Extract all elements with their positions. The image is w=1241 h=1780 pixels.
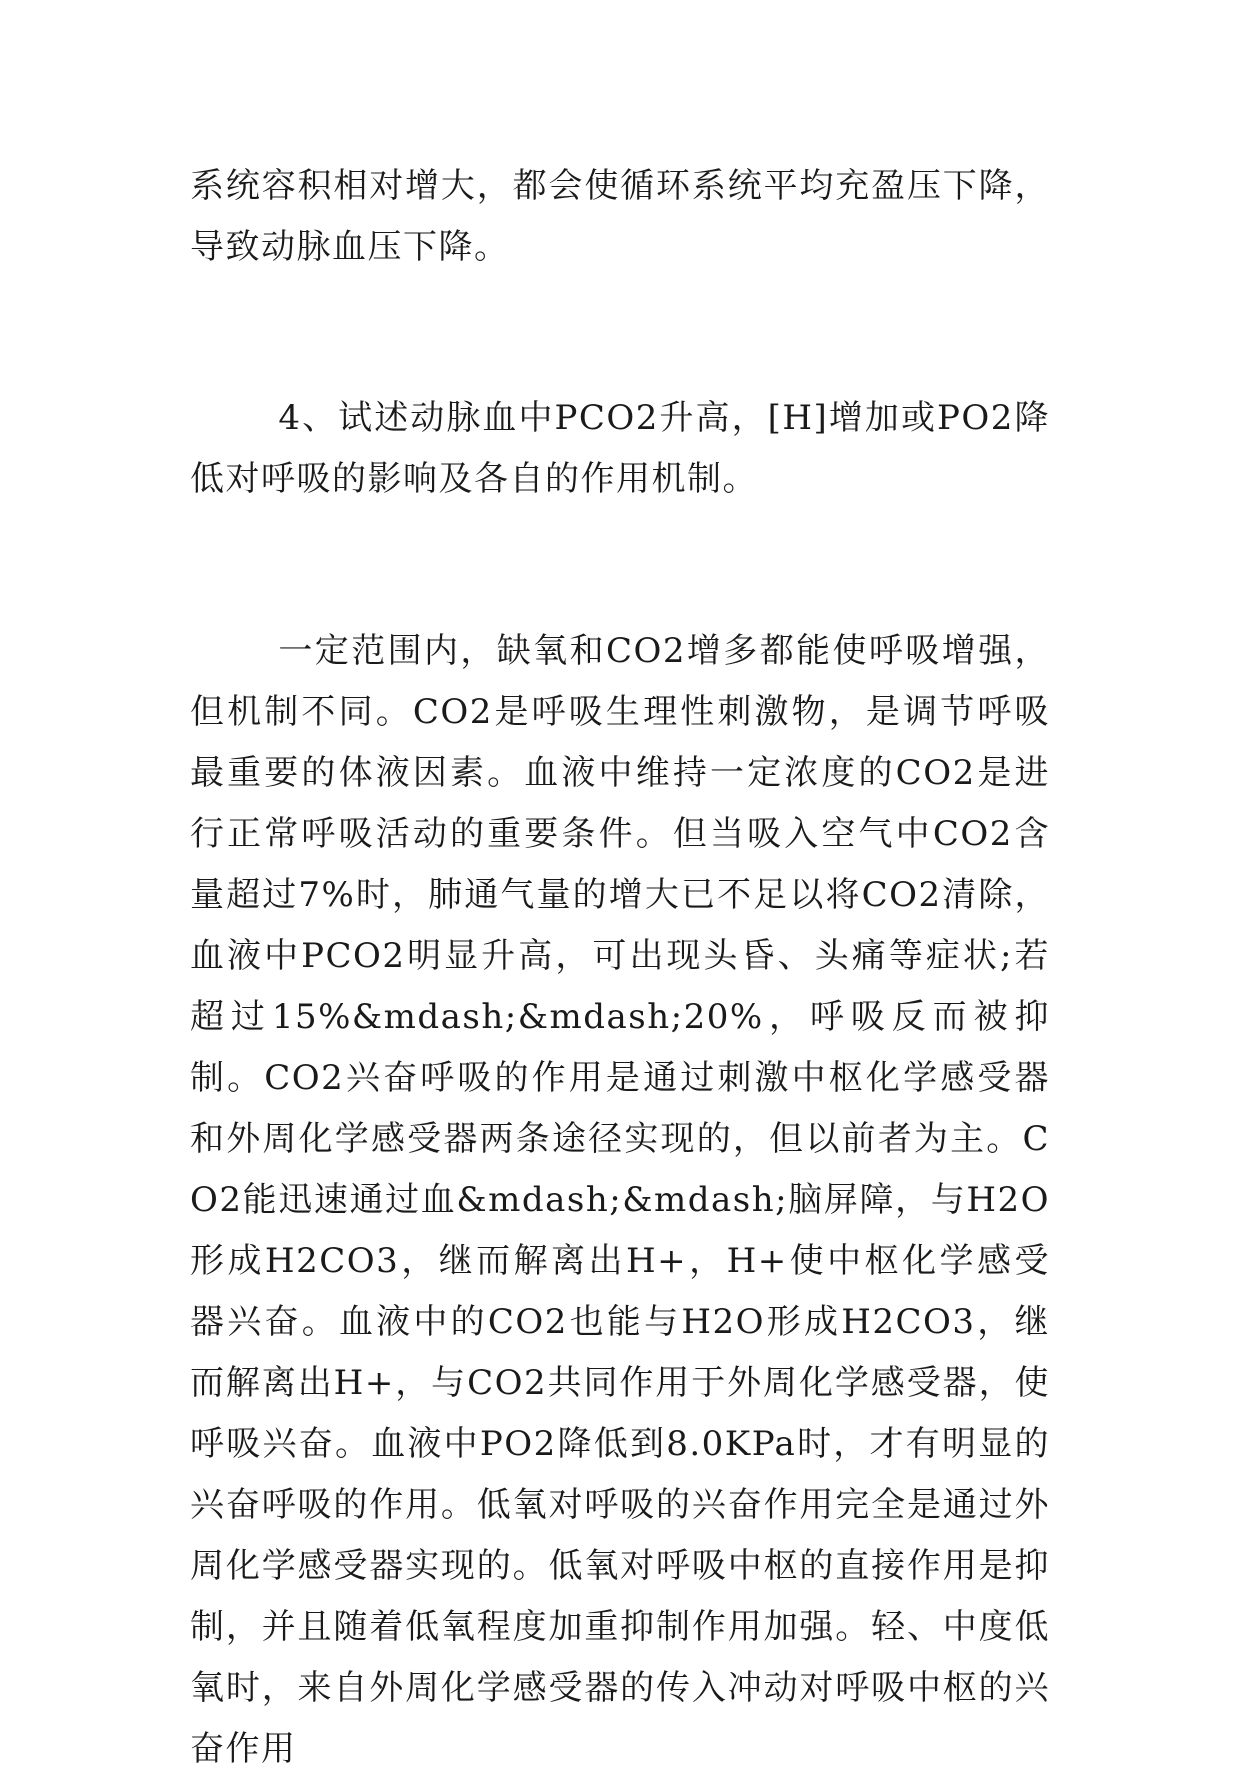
question-heading: 4、试述动脉血中PCO2升高，[H]增加或PO2降低对呼吸的影响及各自的作用机制。 bbox=[190, 398, 1050, 499]
answer-paragraph: 一定范围内，缺氧和CO2增多都能使呼吸增强，但机制不同。CO2是呼吸生理性刺激物，是调节呼吸最重要的体液因素。血液中维持一定浓度的CO2是进行正常呼吸活动的重要条件。但当吸入空气中CO2含量超过7%时，肺通气量的增大已不足以将CO2清除，血液中PCO2明显升高，可出现头昏、头痛等症状;若超过15%&mdash;&mdash;20%，呼吸反而被抑制。CO2兴奋呼吸的作用是通过刺激中枢化学感受器和外周化学感受器两条途径实现的，但以前者为主。CO2能迅速通过血&mdash;&mdash;脑屏障，与H2O形成H2CO3，继而解离出H+，H+使中枢化学感受器兴奋。血液中的CO2也能与H2O形成H2CO3，继而解离出H+，与CO2共同作用于外周化学感受器，使呼吸兴奋。血液中PO2降低到8.0KPa时，才有明显的兴奋呼吸的作用。低氧对呼吸的兴奋作用完全是通过外周化学感受器实现的。低氧对呼吸中枢的直接作用是抑制，并且随着低氧程度加重抑制作用加强。轻、中度低氧时，来自外周化学感受器的传入冲动对呼吸中枢的兴奋作用 bbox=[190, 631, 1050, 1769]
paragraph-continuation: 系统容积相对增大，都会使循环系统平均充盈压下降，导致动脉血压下降。 bbox=[190, 166, 1050, 267]
